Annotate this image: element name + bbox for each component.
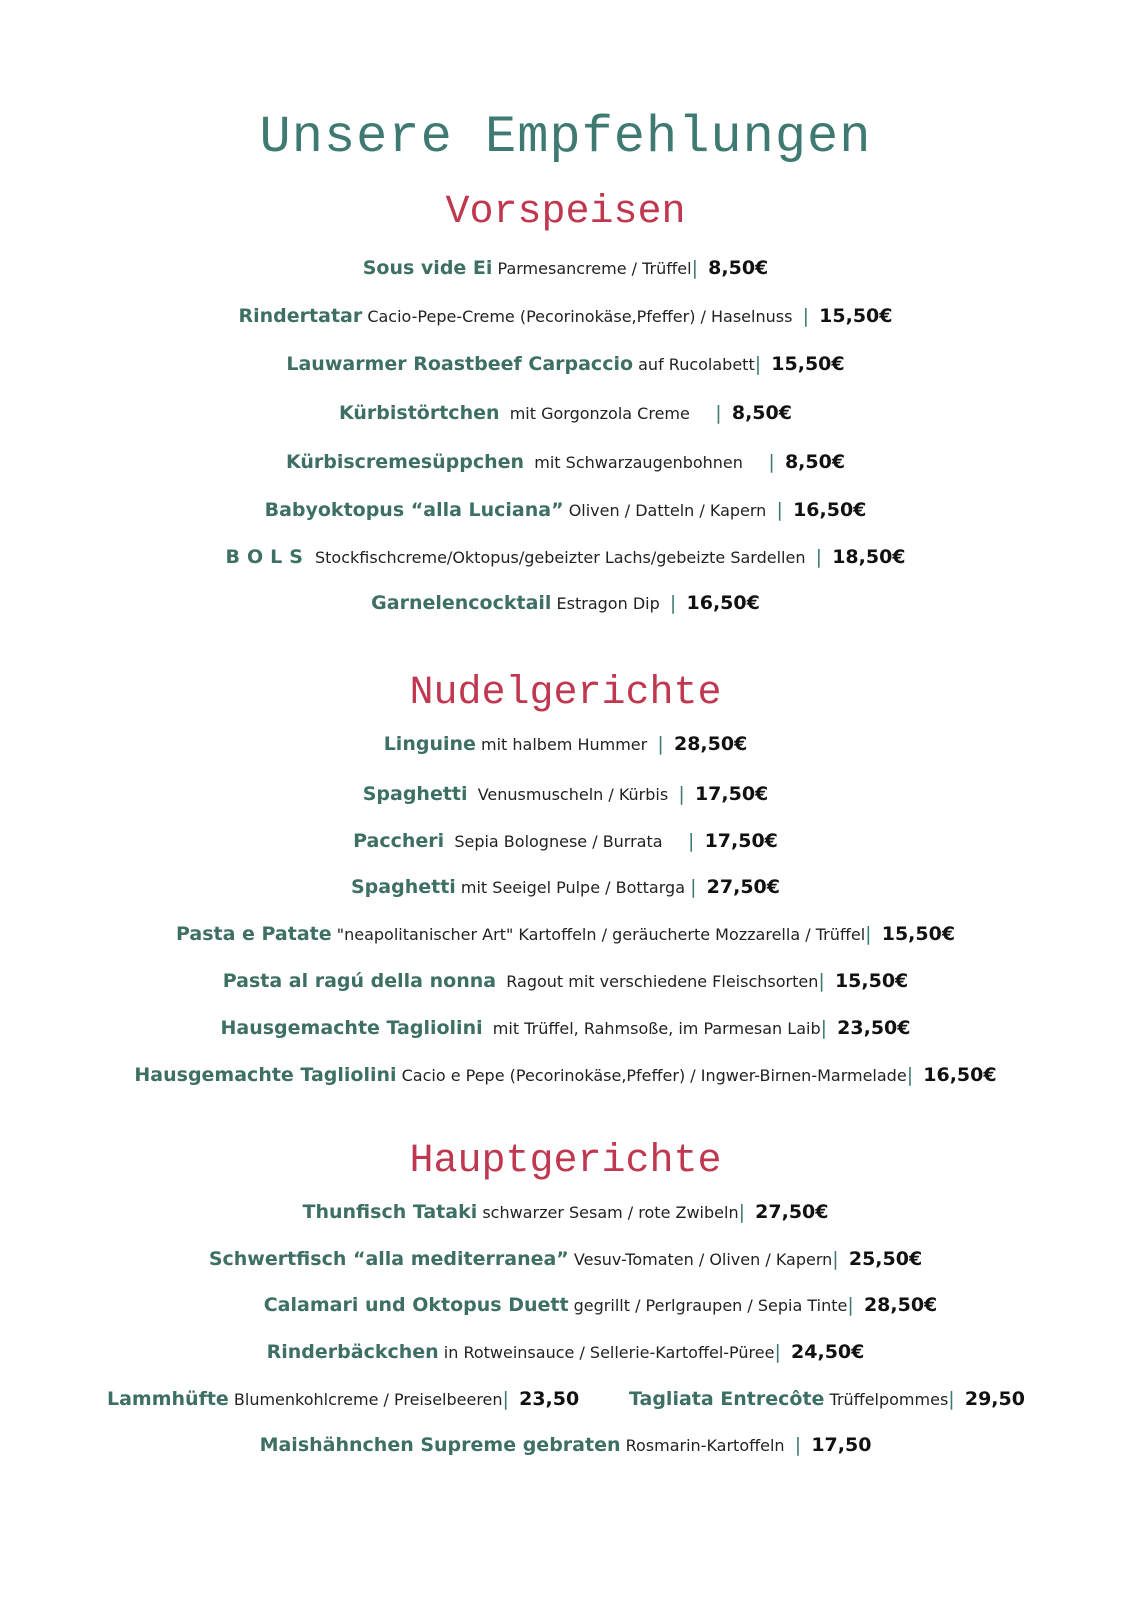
dish-description: Trüffelpommes <box>829 1390 949 1409</box>
menu-item <box>107 1390 579 1409</box>
price-separator: | <box>690 876 697 898</box>
dish-description: Parmesancreme / Trüffel <box>497 259 692 278</box>
menu-item <box>0 259 1131 278</box>
dish-price: 23,50€ <box>837 1017 911 1039</box>
dish-description: mit Gorgonzola Creme <box>509 404 690 423</box>
menu-item <box>0 925 1131 944</box>
menu-item <box>0 1296 1131 1315</box>
dish-price: 28,50€ <box>863 1294 938 1316</box>
dish-description: in Rotweinsauce / Sellerie-Kartoffel-Püree <box>443 1343 775 1362</box>
section-heading-nudelgerichte: Nudelgerichte <box>409 671 722 716</box>
menu-item <box>0 1436 1131 1455</box>
dish-price: 17,50€ <box>704 830 778 852</box>
dish-description: Blumenkohlcreme / Preiselbeeren <box>233 1390 503 1409</box>
dish-name: Rindertatar <box>238 305 363 327</box>
dish-name: Tagliata Entrecôte <box>629 1388 825 1410</box>
dish-name: Rinderbäckchen <box>266 1341 439 1363</box>
dish-price: 29,50 <box>964 1388 1025 1410</box>
dish-price: 18,50€ <box>832 546 906 568</box>
dish-price: 15,50€ <box>834 970 909 992</box>
dish-name: Pasta al ragú della nonna <box>222 970 497 992</box>
dish-price: 16,50€ <box>686 592 760 614</box>
dish-description: mit Trüffel, Rahmsoße, im Parmesan Laib <box>492 1019 821 1038</box>
dish-price: 16,50€ <box>923 1064 997 1086</box>
menu-item <box>0 307 1131 326</box>
dish-price: 27,50€ <box>706 876 780 898</box>
dish-price: 15,50€ <box>819 305 893 327</box>
menu-item <box>0 355 1131 374</box>
price-separator: | <box>678 783 685 805</box>
dish-name: Hausgemachte Tagliolini <box>134 1064 397 1086</box>
dish-name: Schwertfisch “alla mediterranea” <box>208 1248 569 1270</box>
price-separator: | <box>832 1248 839 1270</box>
dish-price: 17,50 <box>811 1434 872 1456</box>
dish-name: Lammhüfte <box>107 1388 229 1410</box>
dish-description: Vesuv-Tomaten / Oliven / Kapern <box>573 1250 833 1269</box>
dish-price: 17,50€ <box>694 783 769 805</box>
menu-item <box>0 1019 1131 1038</box>
dish-name: Babyoktopus “alla Luciana” <box>264 499 564 521</box>
dish-description: Ragout mit verschiedene Fleischsorten <box>506 972 819 991</box>
price-separator: | <box>794 1434 802 1456</box>
price-separator: | <box>948 1388 955 1410</box>
dish-name: Spaghetti <box>362 783 468 805</box>
dish-description: mit Seeigel Pulpe / Bottarga <box>460 878 685 897</box>
dish-name: Spaghetti <box>351 876 456 898</box>
dish-name: BOLS <box>225 546 310 568</box>
dish-name: Hausgemachte Tagliolini <box>220 1017 483 1039</box>
dish-name: Thunfisch Tataki <box>302 1201 478 1223</box>
dish-name: Lauwarmer Roastbeef Carpaccio <box>286 353 634 375</box>
price-separator: | <box>691 257 698 279</box>
price-separator: | <box>865 923 872 945</box>
dish-description: Cacio-Pepe-Creme (Pecorinokäse,Pfeffer) / Haselnuss <box>367 307 793 326</box>
menu-item <box>0 735 1131 754</box>
menu-item <box>0 594 1131 613</box>
dish-description: auf Rucolabett <box>638 355 755 374</box>
page-title: Unsere Empfehlungen <box>259 108 872 167</box>
section-heading-hauptgerichte: Hauptgerichte <box>409 1139 722 1184</box>
price-separator: | <box>657 733 664 755</box>
price-separator: | <box>669 592 677 614</box>
price-separator: | <box>688 830 695 852</box>
menu-item <box>0 501 1131 520</box>
dish-description: Cacio e Pepe (Pecorinokäse,Pfeffer) / Ingwer-Birnen-Marmelade <box>401 1066 907 1085</box>
dish-price: 27,50€ <box>755 1201 829 1223</box>
dish-name: Pasta e Patate <box>175 923 332 945</box>
dish-description: Oliven / Datteln / Kapern <box>568 501 767 520</box>
menu-item <box>0 1250 1131 1269</box>
menu-item <box>0 1203 1131 1222</box>
dish-name: Paccheri <box>353 830 445 852</box>
dish-description: schwarzer Sesam / rote Zwibeln <box>482 1203 739 1222</box>
dish-description: Sepia Bolognese / Burrata <box>454 832 663 851</box>
price-separator: | <box>818 970 825 992</box>
price-separator: | <box>776 499 783 521</box>
menu-item <box>0 1066 1131 1085</box>
price-separator: | <box>754 353 762 375</box>
dish-price: 15,50€ <box>881 923 956 945</box>
dish-price: 23,50 <box>519 1388 580 1410</box>
price-separator: | <box>906 1064 914 1086</box>
dish-price: 24,50€ <box>791 1341 865 1363</box>
price-separator: | <box>802 305 809 327</box>
dish-price: 25,50€ <box>848 1248 923 1270</box>
menu-item <box>0 972 1131 991</box>
dish-description: Estragon Dip <box>556 594 660 613</box>
menu-item <box>629 1390 1025 1409</box>
menu-item <box>0 404 1131 423</box>
dish-description: mit halbem Hummer <box>481 735 648 754</box>
price-separator: | <box>768 451 775 473</box>
price-separator: | <box>738 1201 745 1223</box>
menu-item <box>0 453 1131 472</box>
dish-name: Kürbiscremesüppchen <box>285 451 525 473</box>
dish-price: 8,50€ <box>731 402 792 424</box>
dish-name: Sous vide Ei <box>362 257 493 279</box>
menu-item <box>0 548 1131 567</box>
price-separator: | <box>715 402 722 424</box>
menu-item <box>0 1343 1131 1362</box>
dish-description: Stockfischcreme/Oktopus/gebeizter Lachs/gebeizte Sardellen <box>315 548 806 567</box>
dish-price: 8,50€ <box>708 257 769 279</box>
dish-name: Linguine <box>383 733 476 755</box>
dish-name: Kürbistörtchen <box>339 402 500 424</box>
dish-price: 16,50€ <box>793 499 867 521</box>
section-heading-vorspeisen: Vorspeisen <box>445 190 686 235</box>
dish-name: Garnelencocktail <box>371 592 552 614</box>
dish-price: 8,50€ <box>784 451 846 473</box>
dish-description: mit Schwarzaugenbohnen <box>534 453 743 472</box>
price-separator: | <box>847 1294 854 1316</box>
menu-item <box>0 878 1131 897</box>
dish-description: Venusmuscheln / Kürbis <box>477 785 669 804</box>
price-separator: | <box>820 1017 827 1039</box>
dish-name: Calamari und Oktopus Duett <box>263 1294 569 1316</box>
dish-description: "neapolitanischer Art" Kartoffeln / geräucherte Mozzarella / Trüffel <box>336 925 866 944</box>
dish-description: Rosmarin-Kartoffeln <box>625 1436 785 1455</box>
menu-item <box>0 832 1131 851</box>
dish-description: gegrillt / Perlgraupen / Sepia Tinte <box>573 1296 848 1315</box>
price-separator: | <box>774 1341 781 1363</box>
price-separator: | <box>502 1388 509 1410</box>
dish-price: 28,50€ <box>673 733 748 755</box>
dish-price: 15,50€ <box>771 353 845 375</box>
dish-name: Maishähnchen Supreme gebraten <box>259 1434 621 1456</box>
menu-item <box>0 785 1131 804</box>
price-separator: | <box>815 546 823 568</box>
